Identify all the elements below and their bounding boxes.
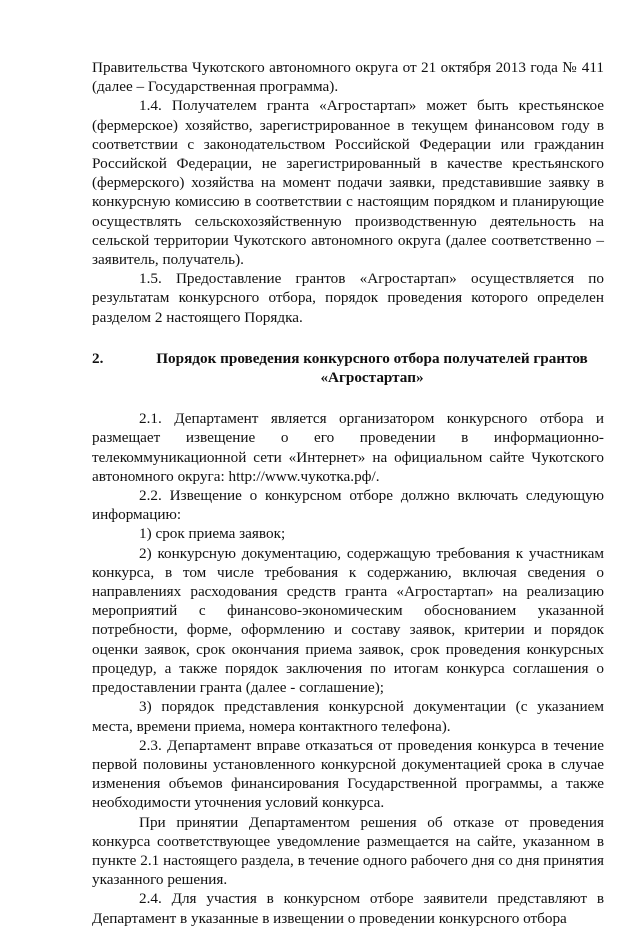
list-item-3: 3) порядок представления конкурсной документации (с указанием места, времени приема, номера контактного телефона). (92, 698, 604, 735)
intro-continuation: Правительства Чукотского автономного округа от 21 октября 2013 года № 411 (далее – Государственная программа). (92, 59, 604, 96)
paragraph-1-5: 1.5. Предоставление грантов «Агростартап» осуществляется по результатам конкурсного отбора, порядок проведения которого определен разделом 2 настоящего Порядка. (92, 270, 604, 326)
paragraph-1-4: 1.4. Получателем гранта «Агростартап» может быть крестьянское (фермерское) хозяйство, зарегистрированное в текущем финансовом году в соответствии с законодательством Российской Федерации или гражданин Российской Федерации, не зарегистрированный в качестве крестьянского (фермерского) хозяйства на момент подачи заявки, представившие заявку в конкурсную комиссию в соответствии с настоящим порядком и планирующие осуществлять сельскохозяйственную производственную деятельность на сельской территории Чукотского автономного округа (далее соответственно – заявитель, получатель). (92, 97, 604, 269)
paragraph-2-4: 2.4. Для участия в конкурсном отборе заявители представляют в Департамент в указанные в извещении о проведении конкурсного отбора (92, 890, 604, 927)
document-page (92, 58, 604, 928)
list-item-1: 1) срок приема заявок; (139, 525, 286, 543)
section-2-heading (92, 349, 604, 387)
paragraph-2-3: 2.3. Департамент вправе отказаться от проведения конкурса в течение первой половины установленного конкурсной документацией срока в случае изменения объемов финансирования Государственной программы, а также необходимости уточнения условий конкурса. (92, 736, 604, 812)
paragraph-2-3-continued: При принятии Департаментом решения об отказе от проведения конкурса соответствующее уведомление размещается на сайте, указанном в пункте 2.1 настоящего раздела, в течение одного рабочего дня со дня принятия указанного решения. (92, 813, 604, 889)
paragraph-2-2: 2.2. Извещение о конкурсном отборе должно включать следующую информацию: (92, 487, 604, 524)
section-2-title: Порядок проведения конкурсного отбора получателей грантов «Агростартап» (156, 349, 588, 387)
paragraph-2-1: 2.1. Департамент является организатором конкурсного отбора и размещает извещение о его проведении в информационно-телекоммуникационной сети «Интернет» на официальном сайте Чукотского автономного округа: http://www.чукотка.рф/. (92, 410, 604, 485)
section-2-number: 2. (92, 349, 104, 367)
list-item-2: 2) конкурсную документацию, содержащую требования к участникам конкурса, в том числе требования к содержанию, включая сведения о направлениях расходования средств гранта «Агростартап» на реализацию мероприятий с финансово-экономическим обоснованием указанной потребности, форме, оформлению и составу заявок, критерии и порядок оценки заявок, срок окончания приема заявок, срок проведения конкурсных процедур, а также порядок заключения по итогам конкурса соглашения о предоставлении гранта (далее - соглашение); (92, 544, 604, 697)
